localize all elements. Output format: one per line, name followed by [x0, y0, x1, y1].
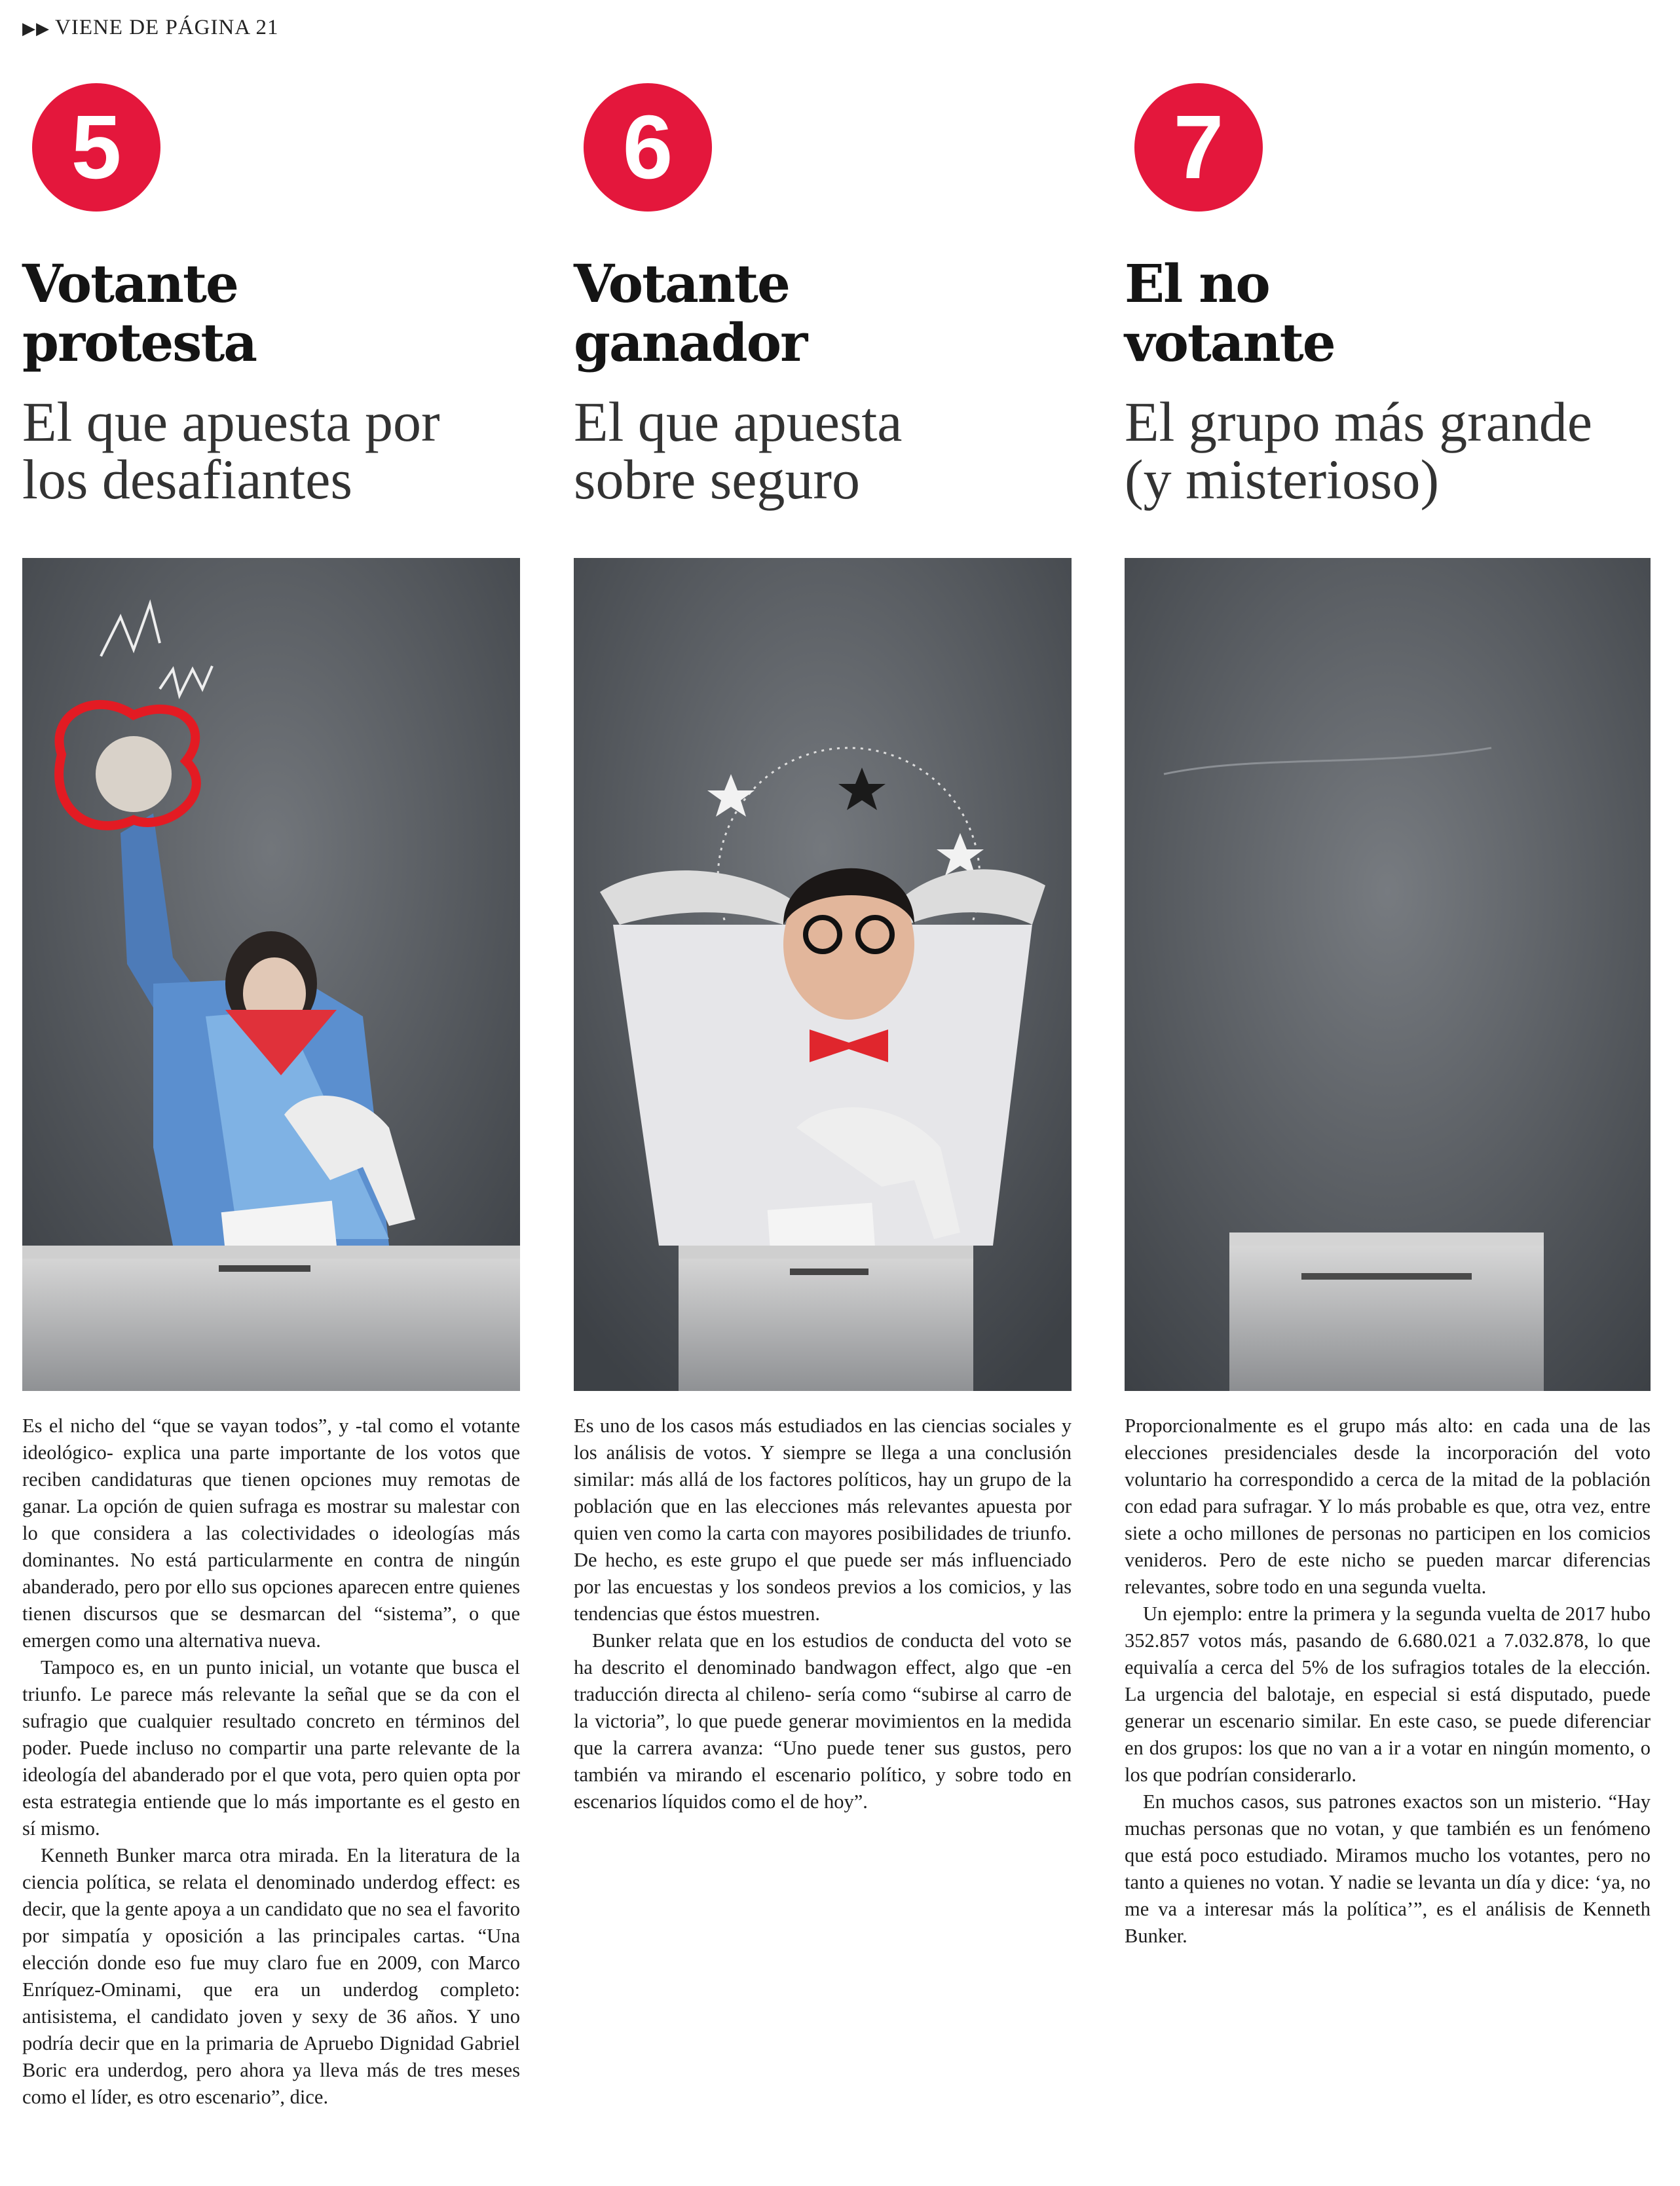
kicker-text: VIENE DE PÁGINA 21 [55, 16, 279, 39]
section-title [1125, 254, 1335, 372]
body-paragraph: Proporcionalmente es el grupo más alto: en cada una de las elecciones presidenciales desde la incorporación del voto voluntario ha correspondido a cerca de la mitad de la población con edad para sufragar. Y lo más probable es que, otra vez, entre siete a ocho millones de personas no participen en los comicios venideros. Pero de este nicho se pueden marcar diferencias relevantes, sobre todo en una segunda vuelta. [1125, 1415, 1651, 1598]
section-votante-protesta [22, 0, 520, 2186]
section-body [574, 1413, 1072, 1815]
section-subtitle [22, 390, 440, 511]
body-paragraph: En muchos casos, sus patrones exactos son un misterio. “Hay muchas personas que no votan, y que también es un fenómeno que está poco estudiado. Miramos mucho los votantes, pero no tanto a quienes no votan. Y nadie se levanta un día y dice: ‘ya, no me va a interesar más la política’”, es el análisis de Kenneth Bunker. [1125, 1790, 1651, 1947]
illustration-winner-voter [574, 558, 1072, 1391]
section-votante-ganador [574, 0, 1072, 2186]
section-number-badge: 6 [584, 83, 712, 212]
section-number-badge: 5 [32, 83, 160, 212]
subtitle-line: sobre seguro [574, 448, 861, 511]
section-no-votante [1125, 0, 1651, 2186]
section-title [22, 254, 256, 372]
section-subtitle [1125, 390, 1593, 511]
subtitle-line: El que apuesta [574, 390, 903, 453]
title-line: Votante [22, 253, 238, 314]
title-line: protesta [22, 312, 257, 373]
section-title [574, 254, 806, 372]
subtitle-line: los desafiantes [22, 448, 352, 511]
body-paragraph: Es uno de los casos más estudiados en las ciencias sociales y los análisis de votos. Y siempre se llega a una conclusión similar: más allá de los factores políticos, hay un grupo de la población que en las elecciones más relevantes apuesta por quien ven como la carta con mayores posibilidades de triunfo. De hecho, es este grupo el que puede ser más influenciado por las encuestas y los sondeos previos a los comicios, y las tendencias que éstos muestren. [574, 1415, 1072, 1625]
section-body [22, 1413, 520, 2111]
section-subtitle [574, 390, 903, 511]
illustration-protest-voter [22, 558, 520, 1391]
subtitle-line: El que apuesta por [22, 390, 440, 453]
subtitle-line: (y misterioso) [1125, 448, 1440, 511]
title-line: votante [1125, 312, 1335, 373]
title-line: ganador [574, 312, 807, 373]
title-line: Votante [574, 253, 789, 314]
body-paragraph: Tampoco es, en un punto inicial, un votante que busca el triunfo. Le parece más relevante la señal que se da con el sufragio que cualquier resultado concreto en términos del poder. Puede incluso no compartir una parte relevante de la ideología del abanderado por el que vota, pero quien opta por esta estrategia entiende que lo más importante es el gesto en sí mismo. [22, 1656, 520, 1840]
section-number-badge: 7 [1134, 83, 1263, 212]
section-body [1125, 1413, 1651, 1950]
protest-voter-illustration [22, 558, 520, 1391]
non-voter-illustration [1125, 558, 1651, 1391]
winner-voter-illustration [574, 558, 1072, 1391]
subtitle-line: El grupo más grande [1125, 390, 1593, 453]
body-paragraph: Es el nicho del “que se vayan todos”, y -tal como el votante ideológico- explica una parte importante de los votos que reciben candidaturas que tienen opciones muy remotas de ganar. La opción de quien sufraga es mostrar su malestar con lo que considera a las colectividades o ideologías más dominantes. No está particularmente en contra de ningún abanderado, pero por ello sus opciones aparecen entre quienes tienen discursos que se desmarcan del “sistema”, o que emergen como una alternativa nueva. [22, 1415, 520, 1652]
double-arrow-icon: ▶▶ [22, 19, 50, 39]
body-paragraph: Kenneth Bunker marca otra mirada. En la literatura de la ciencia política, se relata el denominado underdog effect: es decir, que la gente apoya a un candidato que no sea el favorito por simpatía y oposición a las principales cartas. “Una elección donde eso fue muy claro fue en 2009, con Marco Enríquez-Ominami, que era un underdog completo: antisistema, el candidato joven y sexy de 36 años. Y uno podría decir que en la primaria de Apruebo Dignidad Gabriel Boric era underdog, pero ahora ya lleva más de tres meses como el líder, es otro escenario”, dice. [22, 1844, 520, 2108]
body-paragraph: Un ejemplo: entre la primera y la segunda vuelta de 2017 hubo 352.857 votos más, pasando de 6.680.021 a 7.032.878, lo que equivalía a cerca del 5% de los sufragios totales de la elección. La urgencia del balotaje, en especial si está disputado, puede generar un escenario similar. En este caso, se puede diferenciar en dos grupos: los que no van a ir a votar en ningún momento, o los que podrían considerarlo. [1125, 1602, 1651, 1786]
title-line: El no [1125, 253, 1269, 314]
body-paragraph: Bunker relata que en los estudios de conducta del voto se ha descrito el denominado bandwagon effect, algo que -en traducción directa al chileno- sería como “subirse al carro de la victoria”, lo que puede generar movimientos en la medida que la carrera avanza: “Uno puede tener sus gustos, pero también va mirando el escenario político, y sobre todo en escenarios líquidos como el de hoy”. [574, 1629, 1072, 1813]
illustration-non-voter [1125, 558, 1651, 1391]
